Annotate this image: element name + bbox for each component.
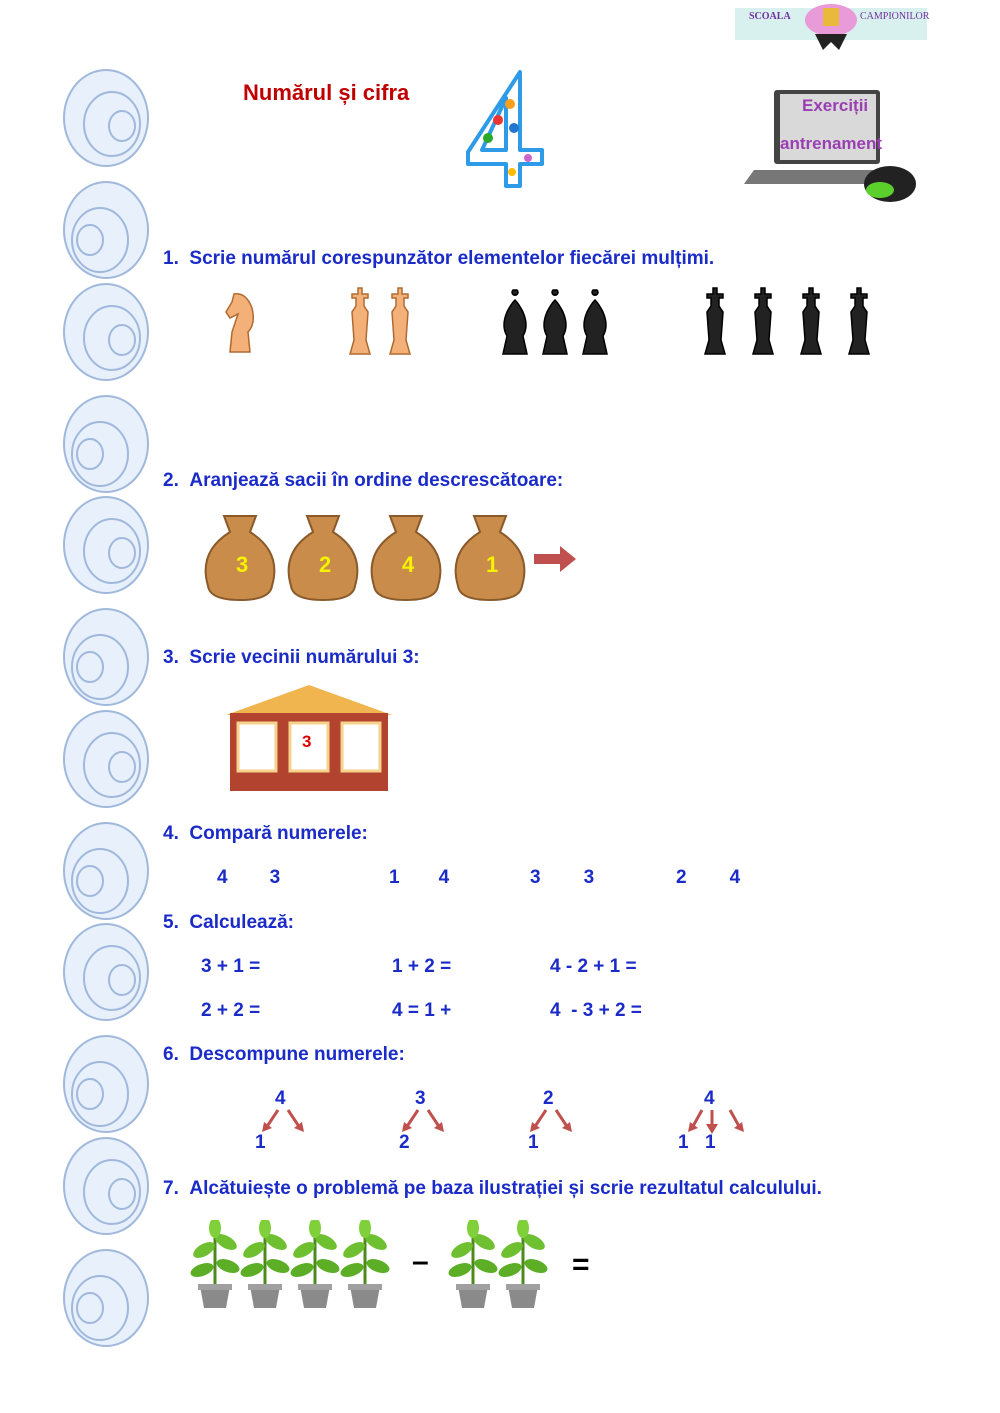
- calc-expression[interactable]: 4 - 2 + 1 =: [550, 956, 637, 977]
- question-6: [163, 1044, 405, 1066]
- question-5-text: Calculează:: [189, 912, 294, 933]
- compare-pair: [530, 867, 594, 889]
- chess-group: [695, 282, 879, 360]
- king-icon: [839, 282, 879, 360]
- compare-right: 4: [438, 867, 450, 888]
- decompose-item: [676, 1088, 756, 1158]
- ring-icon: [62, 495, 150, 595]
- decompose-item: [250, 1088, 310, 1158]
- calc-expression[interactable]: 4 - 3 + 2 =: [550, 1000, 642, 1021]
- question-2: [163, 470, 563, 492]
- potted-plant-icon: [290, 1220, 340, 1310]
- decompose-part: 2: [399, 1132, 410, 1153]
- question-1-text: Scrie numărul corespunzător elementelor fiecărei mulțimi.: [189, 248, 715, 269]
- king-icon: [743, 282, 783, 360]
- question-6-number: 6.: [163, 1044, 179, 1065]
- king-icon: [791, 282, 831, 360]
- sack-number: 2: [319, 552, 332, 577]
- potted-plant-icon: [240, 1220, 290, 1310]
- laptop-illustration: [740, 66, 930, 220]
- king-icon: [380, 282, 420, 360]
- king-icon: [695, 282, 735, 360]
- compare-pair: [389, 867, 449, 889]
- question-4: [163, 823, 368, 845]
- question-2-number: 2.: [163, 470, 179, 491]
- ring-icon: [62, 180, 150, 280]
- sack[interactable]: [372, 516, 441, 600]
- king-icon: [340, 282, 380, 360]
- question-2-text: Aranjează sacii în ordine descrescătoare:: [189, 470, 564, 491]
- digit-four-icon: [462, 68, 558, 192]
- logo-icon: [735, 2, 930, 52]
- question-6-text: Descompune numerele:: [189, 1044, 405, 1065]
- potted-plant-icon: [448, 1220, 498, 1310]
- question-7-number: 7.: [163, 1178, 179, 1199]
- decompose-part: 1: [528, 1132, 539, 1153]
- decompose-part: 1: [705, 1132, 716, 1153]
- question-5: [163, 912, 294, 934]
- ring-icon: [62, 922, 150, 1022]
- bishop-icon: [535, 282, 575, 360]
- split-arrows-icon: [400, 1108, 446, 1134]
- decompose-top: 2: [543, 1088, 554, 1109]
- ring-icon: [62, 1136, 150, 1236]
- potted-plant-icon: [498, 1220, 548, 1310]
- ring-icon: [62, 68, 150, 168]
- chess-sets: [200, 282, 900, 372]
- house-svg: [226, 685, 392, 793]
- question-4-text: Compară numerele:: [189, 823, 368, 844]
- ring-icon: [62, 607, 150, 707]
- house-window-right[interactable]: [342, 723, 380, 771]
- ring-icon: [62, 282, 150, 382]
- question-3-number: 3.: [163, 647, 179, 668]
- sack-number: 4: [402, 552, 415, 577]
- question-1: [163, 248, 714, 270]
- equals-sign: =: [572, 1248, 590, 1281]
- decompose-top: 4: [704, 1088, 715, 1109]
- minus-sign: –: [412, 1245, 429, 1278]
- bishop-icon: [495, 282, 535, 360]
- house-center-number: 3: [302, 732, 312, 751]
- question-1-number: 1.: [163, 248, 179, 269]
- logo-left-text: SCOALA: [749, 11, 791, 22]
- calc-expression[interactable]: 1 + 2 =: [392, 956, 452, 977]
- sack-number: 1: [486, 552, 499, 577]
- question-7-text: Alcătuiește o problemă pe baza ilustrației și scrie rezultatul calculului.: [189, 1178, 822, 1199]
- question-7: [163, 1178, 822, 1200]
- decompose-top: 3: [415, 1088, 426, 1109]
- ring-icon: [62, 1034, 150, 1134]
- sacks-svg: [200, 508, 600, 608]
- chess-group: [340, 282, 420, 360]
- laptop-line-2: antrenament: [780, 134, 883, 153]
- decompose-part: 1: [255, 1132, 266, 1153]
- split-arrows-icon: [260, 1108, 306, 1134]
- arrow-right-icon: [534, 546, 576, 572]
- sack[interactable]: [289, 516, 358, 600]
- knight-icon: [220, 282, 260, 360]
- question-3-text: Scrie vecinii numărului 3:: [189, 647, 420, 668]
- sack-number: 3: [236, 552, 249, 577]
- question-3: [163, 647, 420, 669]
- compare-right: 3: [583, 867, 595, 888]
- compare-right: 4: [729, 867, 741, 888]
- decompose-part: 1: [678, 1132, 689, 1153]
- laptop-line-1: Exerciții: [802, 96, 869, 115]
- potted-plant-icon: [190, 1220, 240, 1310]
- ring-icon: [62, 394, 150, 494]
- split-arrows-icon: [528, 1108, 574, 1134]
- decompose-item: [526, 1088, 586, 1158]
- calc-expression[interactable]: 2 + 2 =: [201, 1000, 261, 1021]
- page-title: Numărul și cifra: [243, 80, 410, 105]
- big-digit-4: [462, 68, 558, 192]
- calc-expression[interactable]: 3 + 1 =: [201, 956, 261, 977]
- compare-left: 4: [217, 867, 228, 888]
- logo-right-text: CAMPIONILOR: [860, 11, 930, 22]
- ring-icon: [62, 821, 150, 921]
- decompose-item: [394, 1088, 454, 1158]
- compare-right: 3: [269, 867, 281, 888]
- chess-group: [495, 282, 615, 360]
- house-window-left[interactable]: [238, 723, 276, 771]
- compare-left: 3: [530, 867, 541, 888]
- sacks-row: [200, 508, 600, 608]
- chess-group: [220, 282, 260, 360]
- sack[interactable]: [206, 516, 275, 600]
- number-house: [226, 685, 392, 793]
- question-5-number: 5.: [163, 912, 179, 933]
- question-4-number: 4.: [163, 823, 179, 844]
- compare-left: 1: [389, 867, 400, 888]
- split-arrows-icon: [684, 1108, 748, 1134]
- decompose-top: 4: [275, 1088, 286, 1109]
- calc-expression[interactable]: 4 = 1 +: [392, 1000, 452, 1021]
- plants-group-left: [190, 1220, 400, 1312]
- ring-icon: [62, 709, 150, 809]
- sack[interactable]: [456, 516, 525, 600]
- potted-plant-icon: [340, 1220, 390, 1310]
- school-logo: [735, 2, 930, 52]
- bishop-icon: [575, 282, 615, 360]
- compare-pair: [676, 867, 740, 889]
- compare-pair: [217, 867, 280, 889]
- compare-left: 2: [676, 867, 687, 888]
- ring-icon: [62, 1248, 150, 1348]
- plants-group-right: [448, 1220, 558, 1312]
